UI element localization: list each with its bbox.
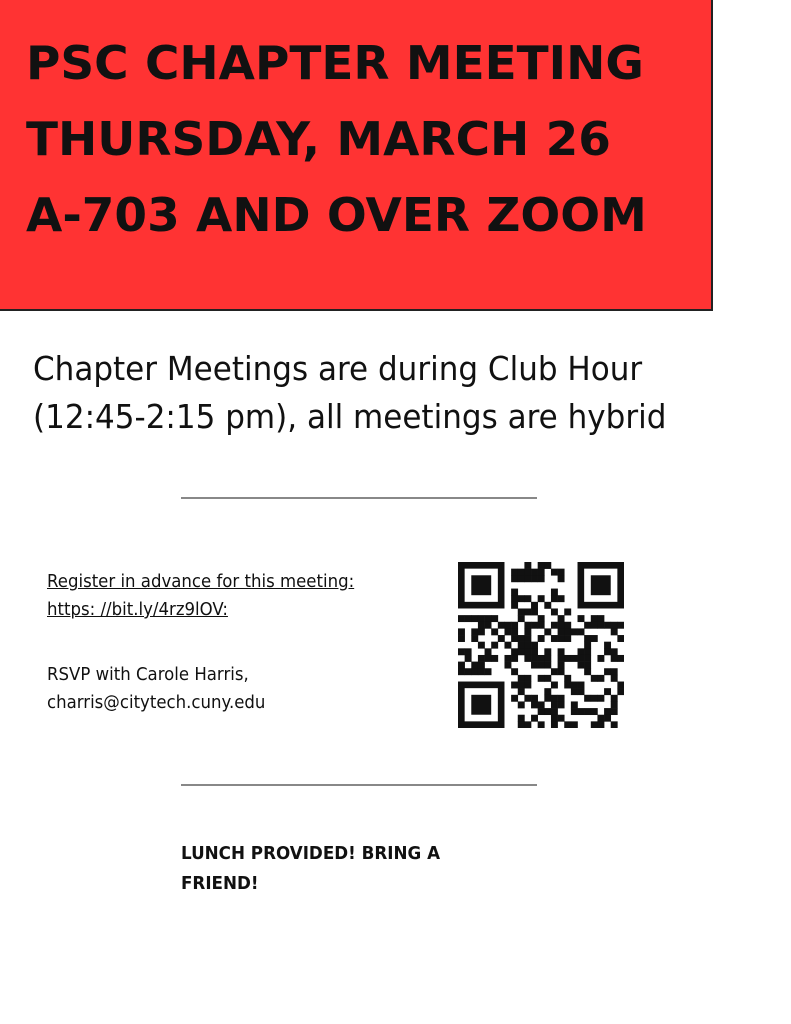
- qr-module: [504, 642, 511, 649]
- qr-module: [458, 628, 465, 635]
- qr-module: [531, 622, 538, 629]
- qr-module: [544, 655, 551, 662]
- qr-module: [558, 635, 565, 642]
- qr-module: [591, 622, 598, 629]
- qr-module: [571, 682, 578, 689]
- qr-module: [597, 695, 604, 702]
- qr-module: [485, 648, 492, 655]
- qr-module: [584, 668, 591, 675]
- qr-module: [597, 715, 604, 722]
- qr-module: [538, 575, 545, 582]
- qr-module: [518, 569, 525, 576]
- qr-module: [478, 668, 485, 675]
- qr-module: [558, 662, 565, 669]
- qr-module: [578, 648, 585, 655]
- rsvp-info: [47, 661, 265, 717]
- qr-module: [531, 642, 538, 649]
- qr-module: [531, 662, 538, 669]
- qr-module: [551, 701, 558, 708]
- qr-module: [551, 715, 558, 722]
- qr-module: [564, 622, 571, 629]
- qr-module: [604, 708, 611, 715]
- qr-module: [571, 655, 578, 662]
- qr-module: [591, 708, 598, 715]
- registration-link[interactable]: [47, 568, 354, 624]
- qr-module: [478, 662, 485, 669]
- qr-module: [558, 595, 565, 602]
- divider-top: [181, 497, 537, 499]
- qr-module: [511, 589, 518, 596]
- qr-module: [518, 648, 525, 655]
- qr-module: [604, 668, 611, 675]
- qr-module: [597, 655, 604, 662]
- qr-module: [578, 662, 585, 669]
- qr-module: [531, 655, 538, 662]
- qr-module: [518, 595, 525, 602]
- qr-module: [584, 622, 591, 629]
- qr-module: [544, 688, 551, 695]
- qr-module: [524, 675, 531, 682]
- qr-module: [571, 721, 578, 728]
- qr-module: [591, 615, 598, 622]
- qr-module: [571, 701, 578, 708]
- qr-module: [531, 575, 538, 582]
- qr-module: [511, 635, 518, 642]
- qr-module: [604, 648, 611, 655]
- qr-module: [465, 668, 472, 675]
- qr-module: [524, 562, 531, 569]
- qr-module: [478, 655, 485, 662]
- qr-module: [611, 628, 618, 635]
- qr-module: [458, 668, 465, 675]
- qr-module: [604, 715, 611, 722]
- qr-module: [611, 708, 618, 715]
- qr-module: [564, 635, 571, 642]
- qr-module: [511, 575, 518, 582]
- qr-module: [551, 695, 558, 702]
- qr-module: [584, 642, 591, 649]
- qr-module: [564, 721, 571, 728]
- qr-module: [531, 602, 538, 609]
- qr-module: [591, 675, 598, 682]
- qr-module: [524, 628, 531, 635]
- qr-module: [551, 635, 558, 642]
- qr-module: [578, 688, 585, 695]
- qr-module: [511, 595, 518, 602]
- qr-module: [538, 701, 545, 708]
- qr-module: [538, 721, 545, 728]
- qr-module: [471, 575, 491, 595]
- qr-module: [571, 628, 578, 635]
- qr-module: [578, 655, 585, 662]
- qr-module: [518, 615, 525, 622]
- qr-module: [511, 628, 518, 635]
- qr-module: [531, 695, 538, 702]
- qr-module: [524, 642, 531, 649]
- qr-module: [551, 708, 558, 715]
- qr-module: [564, 675, 571, 682]
- qr-module: [471, 695, 491, 715]
- qr-module: [478, 628, 485, 635]
- qr-module: [558, 695, 565, 702]
- qr-module: [458, 648, 465, 655]
- qr-module: [518, 575, 525, 582]
- qr-module: [551, 589, 558, 596]
- qr-module: [485, 655, 492, 662]
- qr-module: [617, 635, 624, 642]
- qr-module: [538, 708, 545, 715]
- qr-module: [524, 569, 531, 576]
- qr-module: [617, 682, 624, 689]
- qr-module: [564, 655, 571, 662]
- qr-module: [558, 648, 565, 655]
- meeting-schedule-text: [33, 345, 729, 441]
- registration-prompt[interactable]: Register in advance for this meeting:: [47, 571, 355, 592]
- qr-module: [611, 648, 618, 655]
- qr-module: [504, 655, 511, 662]
- qr-module: [471, 662, 478, 669]
- qr-module: [551, 595, 558, 602]
- qr-module: [511, 682, 518, 689]
- qr-module: [538, 635, 545, 642]
- qr-module: [558, 715, 565, 722]
- qr-module: [531, 569, 538, 576]
- qr-module: [524, 695, 531, 702]
- qr-module: [518, 721, 525, 728]
- qr-module: [531, 648, 538, 655]
- qr-module: [504, 628, 511, 635]
- qr-module: [491, 628, 498, 635]
- qr-module: [498, 622, 505, 629]
- qr-module: [504, 622, 511, 629]
- qr-module: [458, 662, 465, 669]
- qr-module: [471, 635, 478, 642]
- qr-module: [584, 708, 591, 715]
- qr-module: [524, 608, 531, 615]
- banner-location-line: A-703 AND OVER ZOOM: [26, 188, 647, 242]
- qr-module: [604, 622, 611, 629]
- qr-module: [558, 628, 565, 635]
- qr-module: [591, 721, 598, 728]
- qr-module: [518, 608, 525, 615]
- qr-module: [478, 622, 485, 629]
- qr-module: [558, 668, 565, 675]
- lunch-line-2: FRIEND!: [181, 873, 259, 894]
- qr-module: [524, 721, 531, 728]
- qr-module: [564, 628, 571, 635]
- qr-module: [511, 602, 518, 609]
- qr-module: [485, 668, 492, 675]
- qr-module: [518, 675, 525, 682]
- qr-module: [465, 615, 472, 622]
- qr-module: [498, 635, 505, 642]
- qr-module: [584, 655, 591, 662]
- qr-module: [471, 668, 478, 675]
- qr-module: [551, 622, 558, 629]
- qr-module: [558, 575, 565, 582]
- qr-module: [478, 642, 485, 649]
- qr-module: [518, 635, 525, 642]
- qr-module: [558, 569, 565, 576]
- qr-module: [485, 622, 492, 629]
- title-banner: [0, 0, 713, 311]
- qr-code-icon: [458, 562, 624, 728]
- qr-module: [485, 615, 492, 622]
- qr-module: [524, 655, 531, 662]
- qr-module: [551, 682, 558, 689]
- qr-module: [551, 721, 558, 728]
- qr-module: [538, 569, 545, 576]
- qr-module: [471, 628, 478, 635]
- qr-module: [478, 615, 485, 622]
- qr-module: [538, 675, 545, 682]
- qr-module: [611, 721, 618, 728]
- qr-module: [538, 615, 545, 622]
- qr-module: [584, 648, 591, 655]
- qr-module: [524, 575, 531, 582]
- qr-module: [538, 655, 545, 662]
- qr-module: [511, 622, 518, 629]
- qr-module: [617, 688, 624, 695]
- qr-module: [538, 595, 545, 602]
- qr-module: [544, 675, 551, 682]
- qr-module: [611, 622, 618, 629]
- lunch-notice: [181, 839, 440, 899]
- qr-module: [511, 695, 518, 702]
- qr-module: [558, 622, 565, 629]
- qr-module: [465, 655, 472, 662]
- qr-module: [511, 648, 518, 655]
- qr-module: [491, 615, 498, 622]
- qr-module: [584, 695, 591, 702]
- qr-module: [544, 695, 551, 702]
- qr-module: [544, 602, 551, 609]
- qr-module: [597, 615, 604, 622]
- schedule-line-2: (12:45-2:15 pm), all meetings are hybrid: [33, 397, 667, 436]
- divider-bottom: [181, 784, 537, 786]
- qr-module: [597, 721, 604, 728]
- schedule-line-1: Chapter Meetings are during Club Hour: [33, 349, 643, 388]
- qr-module: [518, 701, 525, 708]
- qr-module: [538, 662, 545, 669]
- qr-module: [491, 655, 498, 662]
- qr-module: [578, 708, 585, 715]
- qr-module: [531, 608, 538, 615]
- qr-module: [617, 622, 624, 629]
- qr-module: [518, 688, 525, 695]
- qr-module: [491, 642, 498, 649]
- qr-module: [558, 615, 565, 622]
- qr-module: [558, 655, 565, 662]
- qr-module: [531, 701, 538, 708]
- qr-module: [524, 682, 531, 689]
- qr-module: [551, 668, 558, 675]
- qr-module: [544, 708, 551, 715]
- qr-module: [591, 575, 611, 595]
- qr-module: [551, 569, 558, 576]
- qr-module: [518, 682, 525, 689]
- qr-module: [578, 628, 585, 635]
- qr-module: [551, 608, 558, 615]
- qr-module: [538, 562, 545, 569]
- qr-module: [578, 682, 585, 689]
- qr-module: [544, 628, 551, 635]
- qr-module: [611, 655, 618, 662]
- qr-module: [604, 642, 611, 649]
- qr-module: [518, 642, 525, 649]
- qr-module: [611, 695, 618, 702]
- qr-module: [458, 635, 465, 642]
- qr-module: [458, 615, 465, 622]
- qr-module: [524, 595, 531, 602]
- qr-module: [611, 668, 618, 675]
- qr-module: [465, 648, 472, 655]
- qr-module: [571, 688, 578, 695]
- qr-module: [597, 675, 604, 682]
- qr-module: [511, 668, 518, 675]
- qr-module: [524, 635, 531, 642]
- qr-module: [538, 622, 545, 629]
- qr-module: [604, 688, 611, 695]
- qr-module: [524, 622, 531, 629]
- qr-module: [558, 701, 565, 708]
- qr-module: [591, 635, 598, 642]
- qr-module: [471, 615, 478, 622]
- qr-module: [511, 569, 518, 576]
- qr-module: [611, 701, 618, 708]
- rsvp-email: charris@citytech.cuny.edu: [47, 692, 266, 713]
- qr-module: [591, 695, 598, 702]
- qr-module: [584, 662, 591, 669]
- qr-module: [617, 655, 624, 662]
- qr-module: [584, 635, 591, 642]
- qr-module: [571, 708, 578, 715]
- qr-module: [578, 615, 585, 622]
- qr-module: [597, 622, 604, 629]
- qr-module: [524, 648, 531, 655]
- qr-module: [511, 655, 518, 662]
- banner-title-line: PSC CHAPTER MEETING: [26, 36, 644, 90]
- qr-module: [564, 608, 571, 615]
- qr-module: [531, 715, 538, 722]
- rsvp-contact-name: RSVP with Carole Harris,: [47, 664, 249, 685]
- qr-module: [611, 675, 618, 682]
- registration-url[interactable]: https: //bit.ly/4rz9lOV:: [47, 599, 228, 620]
- lunch-line-1: LUNCH PROVIDED! BRING A: [181, 843, 441, 864]
- qr-module: [504, 662, 511, 669]
- banner-date-line: THURSDAY, MARCH 26: [26, 112, 611, 166]
- qr-module: [518, 715, 525, 722]
- qr-module: [544, 648, 551, 655]
- qr-module: [564, 682, 571, 689]
- qr-module: [544, 562, 551, 569]
- qr-module: [544, 662, 551, 669]
